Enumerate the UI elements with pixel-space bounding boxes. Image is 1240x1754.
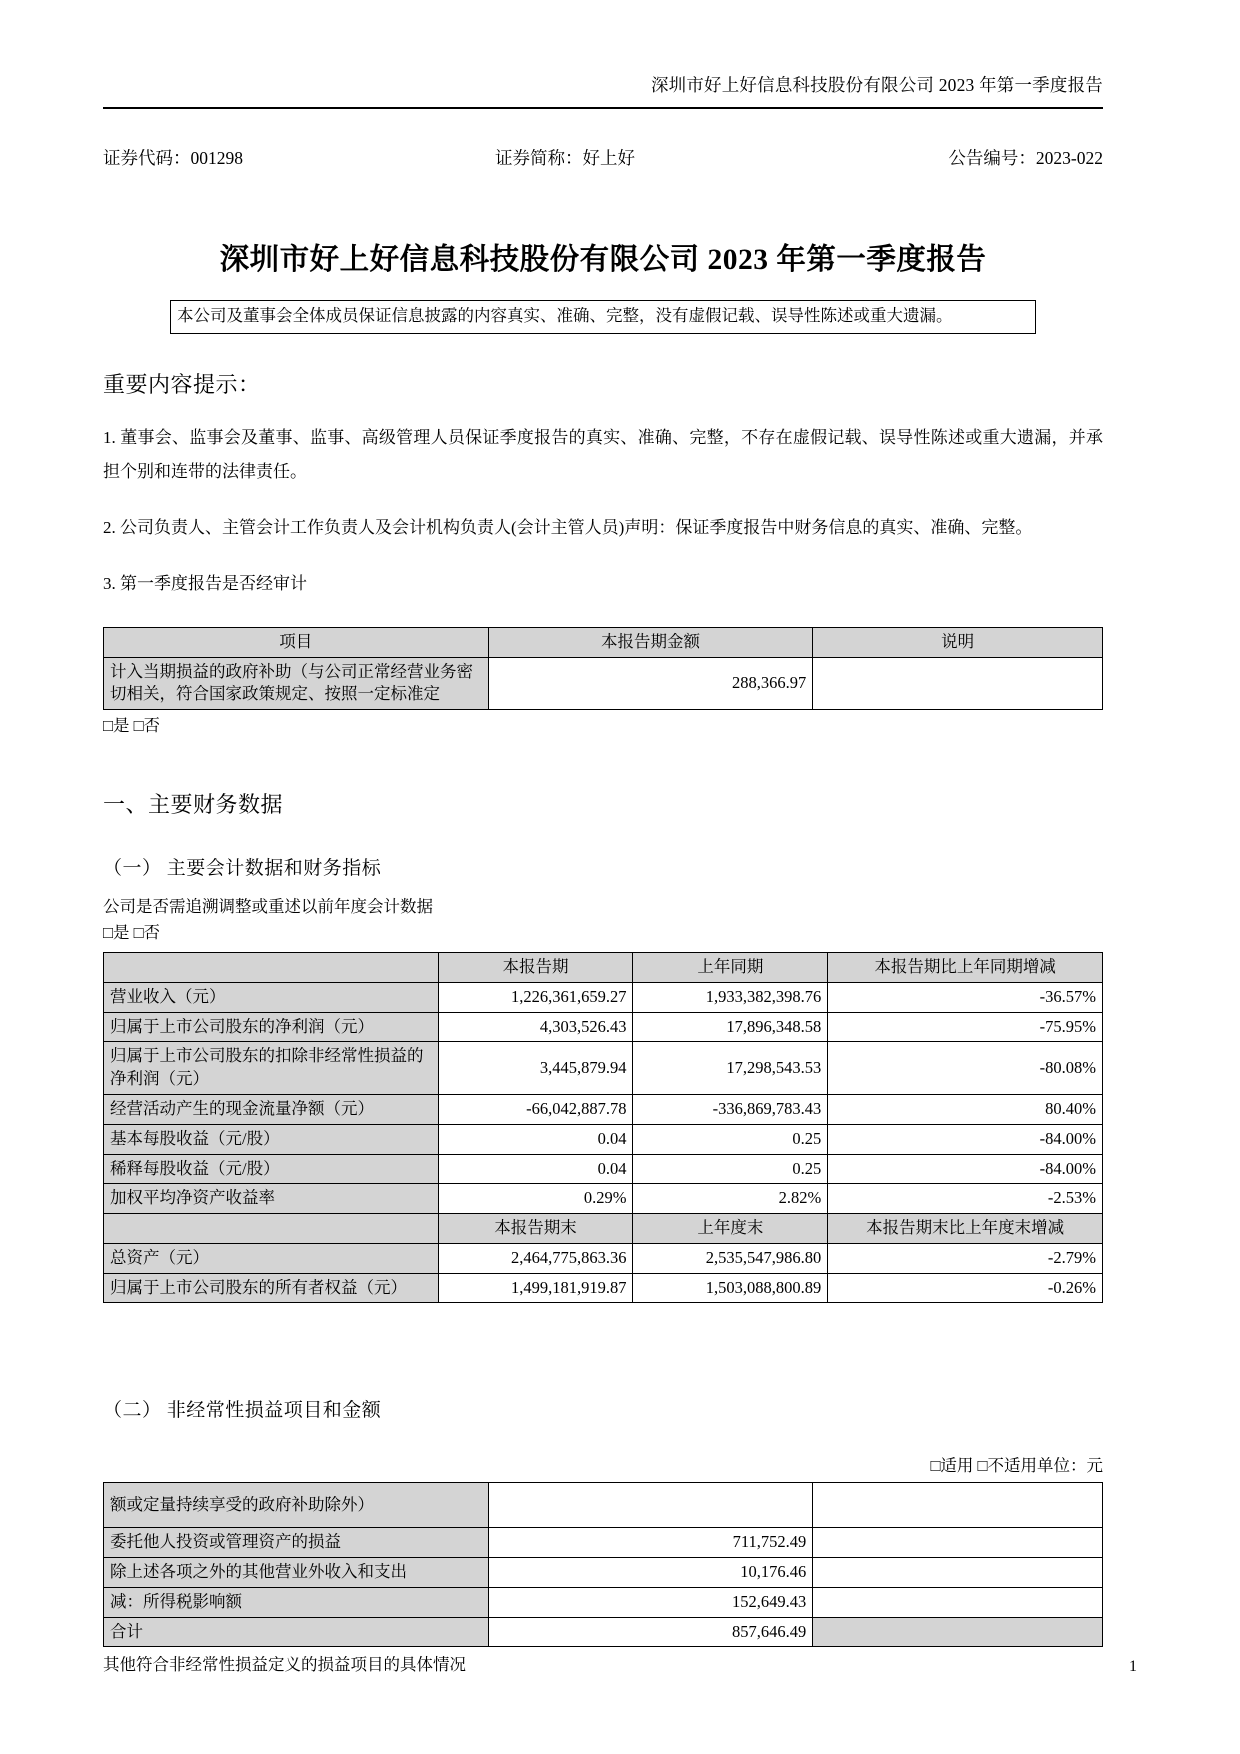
running-header: 深圳市好上好信息科技股份有限公司 2023 年第一季度报告 bbox=[650, 75, 1103, 95]
row-change-value: -2.79% bbox=[828, 1243, 1103, 1273]
row-label: 稀释每股收益（元/股） bbox=[104, 1154, 439, 1184]
row-current-value: -66,042,887.78 bbox=[438, 1095, 633, 1125]
row-label: 基本每股收益（元/股） bbox=[104, 1124, 439, 1154]
important-notice-item-3: 3. 第一季度报告是否经审计 bbox=[103, 573, 307, 593]
subsection-heading-accounting-data: （一） 主要会计数据和财务指标 bbox=[103, 858, 382, 880]
col-header-period-end: 本报告期末 bbox=[438, 1214, 633, 1244]
retrospective-question: 公司是否需追溯调整或重述以前年度会计数据 bbox=[103, 897, 433, 917]
nonrecurring-row-note bbox=[813, 1483, 1103, 1528]
row-change-value: -84.00% bbox=[828, 1154, 1103, 1184]
row-previous-value: 1,503,088,800.89 bbox=[633, 1273, 828, 1303]
row-current-value: 3,445,879.94 bbox=[438, 1042, 633, 1095]
row-previous-value: 0.25 bbox=[633, 1124, 828, 1154]
row-label: 归属于上市公司股东的扣除非经常性损益的净利润（元） bbox=[104, 1042, 439, 1095]
row-change-value: -75.95% bbox=[828, 1012, 1103, 1042]
section-spacer bbox=[103, 1303, 1103, 1361]
security-code: 证券代码：001298 bbox=[103, 148, 243, 168]
col-header-item: 项目 bbox=[104, 627, 489, 657]
row-previous-value: 17,896,348.58 bbox=[633, 1012, 828, 1042]
nonrecurring-total-amount: 857,646.49 bbox=[488, 1617, 813, 1647]
subsection-heading-nonrecurring: （二） 非经常性损益项目和金额 bbox=[103, 1400, 382, 1422]
nonrecurring-row-amount bbox=[488, 1483, 813, 1528]
retrospective-check-line[interactable]: □是 □否 bbox=[103, 922, 161, 942]
subsidy-table-wrapper bbox=[103, 627, 1103, 710]
row-label: 经营活动产生的现金流量净额（元） bbox=[104, 1095, 439, 1125]
table-row bbox=[104, 1587, 1103, 1617]
nonrecurring-row-label: 额或定量持续享受的政府补助除外） bbox=[104, 1483, 489, 1528]
table-row bbox=[104, 1012, 1103, 1042]
security-name: 证券简称：好上好 bbox=[495, 148, 635, 168]
nonrecurring-row-label: 除上述各项之外的其他营业外收入和支出 bbox=[104, 1558, 489, 1588]
row-previous-value: 2,535,547,986.80 bbox=[633, 1243, 828, 1273]
table-header-row-endperiod bbox=[104, 1214, 1103, 1244]
important-notice-item-1: 1. 董事会、监事会及董事、监事、高级管理人员保证季度报告的真实、准确、完整，不存在虚假记载、误导性陈述或重大遗漏，并承担个别和连带的法律责任。 bbox=[103, 427, 1103, 481]
nonrecurring-row-note bbox=[813, 1587, 1103, 1617]
main-financial-table bbox=[103, 952, 1103, 1303]
col-header-prior-year-end: 上年度末 bbox=[633, 1214, 828, 1244]
row-label: 归属于上市公司股东的所有者权益（元） bbox=[104, 1273, 439, 1303]
audit-check-line[interactable]: □是 □否 bbox=[103, 716, 161, 736]
table-row bbox=[104, 982, 1103, 1012]
nonrecurring-total-label: 合计 bbox=[104, 1617, 489, 1647]
table-row bbox=[104, 1042, 1103, 1095]
row-previous-value: -336,869,783.43 bbox=[633, 1095, 828, 1125]
nonrecurring-row-note bbox=[813, 1558, 1103, 1588]
row-current-value: 4,303,526.43 bbox=[438, 1012, 633, 1042]
row-label: 加权平均净资产收益率 bbox=[104, 1184, 439, 1214]
col-header-endperiod-change: 本报告期末比上年度末增减 bbox=[828, 1214, 1103, 1244]
disclosure-statement-box: 本公司及董事会全体成员保证信息披露的内容真实、准确、完整，没有虚假记载、误导性陈述或重大遗漏。 bbox=[170, 300, 1036, 334]
row-change-value: -36.57% bbox=[828, 982, 1103, 1012]
financial-table-wrapper bbox=[103, 952, 1103, 1303]
col-header-amount: 本报告期金额 bbox=[488, 627, 813, 657]
table-row bbox=[104, 1558, 1103, 1588]
row-previous-value: 1,933,382,398.76 bbox=[633, 982, 828, 1012]
row-current-value: 0.29% bbox=[438, 1184, 633, 1214]
nonrecurring-total-note bbox=[813, 1617, 1103, 1647]
nonrecurring-table-wrapper bbox=[103, 1482, 1103, 1647]
row-current-value: 1,499,181,919.87 bbox=[438, 1273, 633, 1303]
table-row bbox=[104, 1243, 1103, 1273]
nonrecurring-row-amount: 10,176.46 bbox=[488, 1558, 813, 1588]
table-row bbox=[104, 657, 1103, 710]
row-change-value: -84.00% bbox=[828, 1124, 1103, 1154]
col-header-blank-2 bbox=[104, 1214, 439, 1244]
table-row bbox=[104, 1124, 1103, 1154]
table-row bbox=[104, 1184, 1103, 1214]
table-row bbox=[104, 1483, 1103, 1528]
row-change-value: 80.40% bbox=[828, 1095, 1103, 1125]
applicability-and-unit-line[interactable]: □适用 □不适用单位：元 bbox=[930, 1456, 1103, 1476]
row-previous-value: 17,298,543.53 bbox=[633, 1042, 828, 1095]
page-content bbox=[103, 0, 1103, 1675]
row-change-value: -0.26% bbox=[828, 1273, 1103, 1303]
subsidy-item-note bbox=[813, 657, 1103, 710]
nonrecurring-footer-note: 其他符合非经常性损益定义的损益项目的具体情况 bbox=[103, 1655, 466, 1675]
nonrecurring-items-table bbox=[103, 1482, 1103, 1647]
row-label: 营业收入（元） bbox=[104, 982, 439, 1012]
col-header-prior-period: 上年同期 bbox=[633, 953, 828, 983]
nonrecurring-row-label: 减：所得税影响额 bbox=[104, 1587, 489, 1617]
table-header-row-period bbox=[104, 953, 1103, 983]
table-row bbox=[104, 1273, 1103, 1303]
row-current-value: 0.04 bbox=[438, 1124, 633, 1154]
table-row-total bbox=[104, 1617, 1103, 1647]
row-label: 归属于上市公司股东的净利润（元） bbox=[104, 1012, 439, 1042]
important-notice-heading: 重要内容提示： bbox=[103, 371, 261, 397]
row-current-value: 0.04 bbox=[438, 1154, 633, 1184]
subsidy-item-label: 计入当期损益的政府补助（与公司正常经营业务密切相关，符合国家政策规定、按照一定标准定 bbox=[104, 657, 489, 710]
table-row bbox=[104, 1528, 1103, 1558]
announcement-number: 公告编号：2023-022 bbox=[948, 148, 1103, 168]
nonrecurring-row-note bbox=[813, 1528, 1103, 1558]
important-notice-item-2: 2. 公司负责人、主管会计工作负责人及会计机构负责人(会计主管人员)声明：保证季度报告中财务信息的真实、准确、完整。 bbox=[103, 517, 1033, 537]
section-heading-main-financial-data: 一、主要财务数据 bbox=[103, 792, 284, 818]
nonrecurring-row-amount: 152,649.43 bbox=[488, 1587, 813, 1617]
row-label: 总资产（元） bbox=[104, 1243, 439, 1273]
header-rule bbox=[103, 107, 1103, 109]
page-title: 深圳市好上好信息科技股份有限公司 2023 年第一季度报告 bbox=[219, 244, 987, 276]
table-header-row bbox=[104, 627, 1103, 657]
row-previous-value: 2.82% bbox=[633, 1184, 828, 1214]
row-previous-value: 0.25 bbox=[633, 1154, 828, 1184]
col-header-note: 说明 bbox=[813, 627, 1103, 657]
subsidy-table bbox=[103, 627, 1103, 710]
col-header-period-change: 本报告期比上年同期增减 bbox=[828, 953, 1103, 983]
nonrecurring-row-amount: 711,752.49 bbox=[488, 1528, 813, 1558]
table-row bbox=[104, 1154, 1103, 1184]
row-current-value: 1,226,361,659.27 bbox=[438, 982, 633, 1012]
col-header-blank bbox=[104, 953, 439, 983]
table-row bbox=[104, 1095, 1103, 1125]
row-change-value: -80.08% bbox=[828, 1042, 1103, 1095]
row-current-value: 2,464,775,863.36 bbox=[438, 1243, 633, 1273]
subsidy-item-amount: 288,366.97 bbox=[488, 657, 813, 710]
nonrecurring-row-label: 委托他人投资或管理资产的损益 bbox=[104, 1528, 489, 1558]
row-change-value: -2.53% bbox=[828, 1184, 1103, 1214]
security-info-line bbox=[103, 145, 1103, 170]
page-number: 1 bbox=[1129, 1658, 1137, 1675]
col-header-current-period: 本报告期 bbox=[438, 953, 633, 983]
